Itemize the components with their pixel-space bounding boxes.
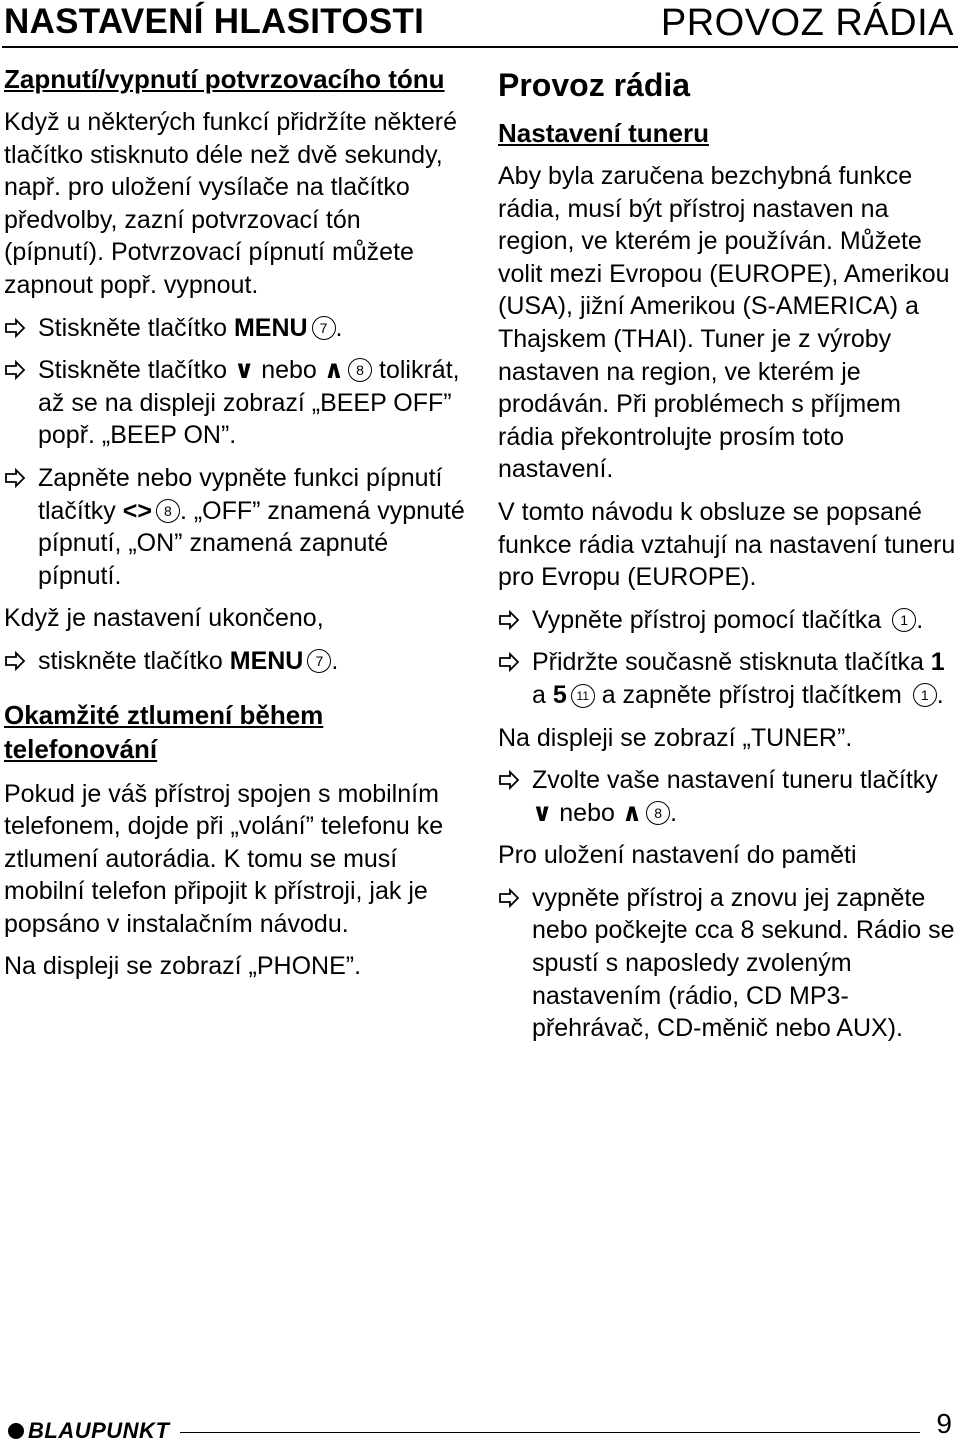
- beep-intro: Když u některých funkcí přidržíte některé tlačítko stisknuto déle než dvě sekundy, např. pro uložení vysílače na tlačítko předvolby, zazní potvrzovací tón (pípnutí). Potvrzovací pípnutí můžete zapnout popř. vypnout.: [4, 108, 457, 299]
- right-column: [498, 66, 958, 1055]
- step-arrow-icon: [4, 651, 26, 671]
- logo-dot-icon: [8, 1423, 24, 1439]
- key-number-icon: 1: [913, 683, 937, 707]
- key-number-icon: 1: [892, 608, 916, 632]
- tuner-para-1: Aby byla zaručena bezchybná funkce rádia, musí být přístroj nastaven na region, ve kterém je používán. Můžete volit mezi Evropou (EUROPE), Amerikou (USA), jižní Amerikou (S-AMERICA) a Thajskem (THAI). Tuner je z výroby nastaven na region, ve kterém je prodáván. Při problémech s příjmem rádia překontrolujte prosím toto nastavení.: [498, 162, 950, 484]
- header-rule: [2, 46, 958, 48]
- beep-done-text: Když je nastavení ukončeno,: [4, 604, 324, 633]
- phone-mute-para: Pokud je váš přístroj spojen s mobilním telefonem, dojde při „volání” telefonu ke ztlumení autorádia. K tomu se musí mobilní telefon připojit k přístroji, jak je popsáno v instalačním návodu.: [4, 779, 444, 938]
- beep-step-4: stiskněte tlačítko MENU 7 .: [4, 645, 466, 678]
- tuner-step-2: Přidržte současně stisknuta tlačítka 1 a 5 11 a zapněte přístroj tlačítkem 1 .: [498, 646, 958, 711]
- tuner-save-text: Pro uložení nastavení do paměti: [498, 841, 857, 870]
- key-number-icon: 8: [348, 358, 372, 382]
- tuner-subheading: Nastavení tuneru: [498, 118, 709, 148]
- tuner-step-1: Vypněte přístroj pomocí tlačítka 1 .: [498, 604, 958, 637]
- brand-name: BLAUPUNKT: [28, 1418, 170, 1443]
- tuner-step-3: Zvolte vaše nastavení tuneru tlačítky ∨ nebo ∧ 8 .: [498, 764, 958, 829]
- left-column: [4, 62, 466, 993]
- step-arrow-icon: [498, 652, 520, 672]
- beep-step-2: Stiskněte tlačítko ∨ nebo ∧ 8 tolikrát, až se na displeji zobrazí „BEEP OFF” popř. „BEEP ON”.: [4, 354, 466, 452]
- beep-step-1: Stiskněte tlačítko MENU 7 .: [4, 312, 466, 345]
- beep-step-3: Zapněte nebo vypněte funkci pípnutí tlačítky <> 8 . „OFF” znamená vypnuté pípnutí, „ON” znamená zapnuté pípnutí.: [4, 462, 466, 592]
- step-arrow-icon: [4, 360, 26, 380]
- key-number-icon: 7: [312, 316, 336, 340]
- left-right-key-icon: <>: [122, 496, 152, 525]
- tuner-para-2: V tomto návodu k obsluze se popsané funkce rádia vztahují na nastavení tuneru pro Evropu (EUROPE).: [498, 497, 956, 592]
- phone-mute-heading: Okamžité ztlumení během telefonování: [4, 699, 324, 764]
- step-arrow-icon: [498, 610, 520, 630]
- footer-rule: [180, 1432, 920, 1433]
- radio-heading: Provoz rádia: [498, 67, 691, 103]
- down-arrow-key-icon: ∨: [532, 798, 553, 827]
- beep-section-heading: Zapnutí/vypnutí potvrzovacího tónu: [4, 64, 445, 94]
- page-number: 9: [936, 1408, 952, 1439]
- up-arrow-key-icon: ∧: [323, 356, 345, 385]
- key-number-icon: 8: [156, 499, 180, 523]
- step-arrow-icon: [4, 468, 26, 488]
- key-number-icon: 8: [646, 801, 670, 825]
- step-arrow-icon: [498, 888, 520, 908]
- page-header-left: NASTAVENÍ HLASITOSTI: [4, 2, 425, 41]
- key-number-icon: 11: [571, 684, 595, 708]
- up-arrow-key-icon: ∧: [621, 798, 643, 827]
- down-arrow-key-icon: ∨: [233, 356, 255, 385]
- brand-logo: [8, 1418, 169, 1444]
- page-header-right: PROVOZ RÁDIA: [660, 2, 954, 44]
- key-number-icon: 7: [307, 649, 331, 673]
- step-arrow-icon: [4, 318, 26, 338]
- step-arrow-icon: [498, 770, 520, 790]
- phone-display-text: Na displeji se zobrazí „PHONE”.: [4, 952, 362, 981]
- tuner-step-4: vypněte přístroj a znovu jej zapněte nebo počkejte cca 8 sekund. Rádio se spustí s naposledy zvoleným nastavením (rádio, CD MP3-přehrávač, CD-měnič nebo AUX).: [498, 882, 958, 1045]
- tuner-display-text: Na displeji se zobrazí „TUNER”.: [498, 723, 853, 752]
